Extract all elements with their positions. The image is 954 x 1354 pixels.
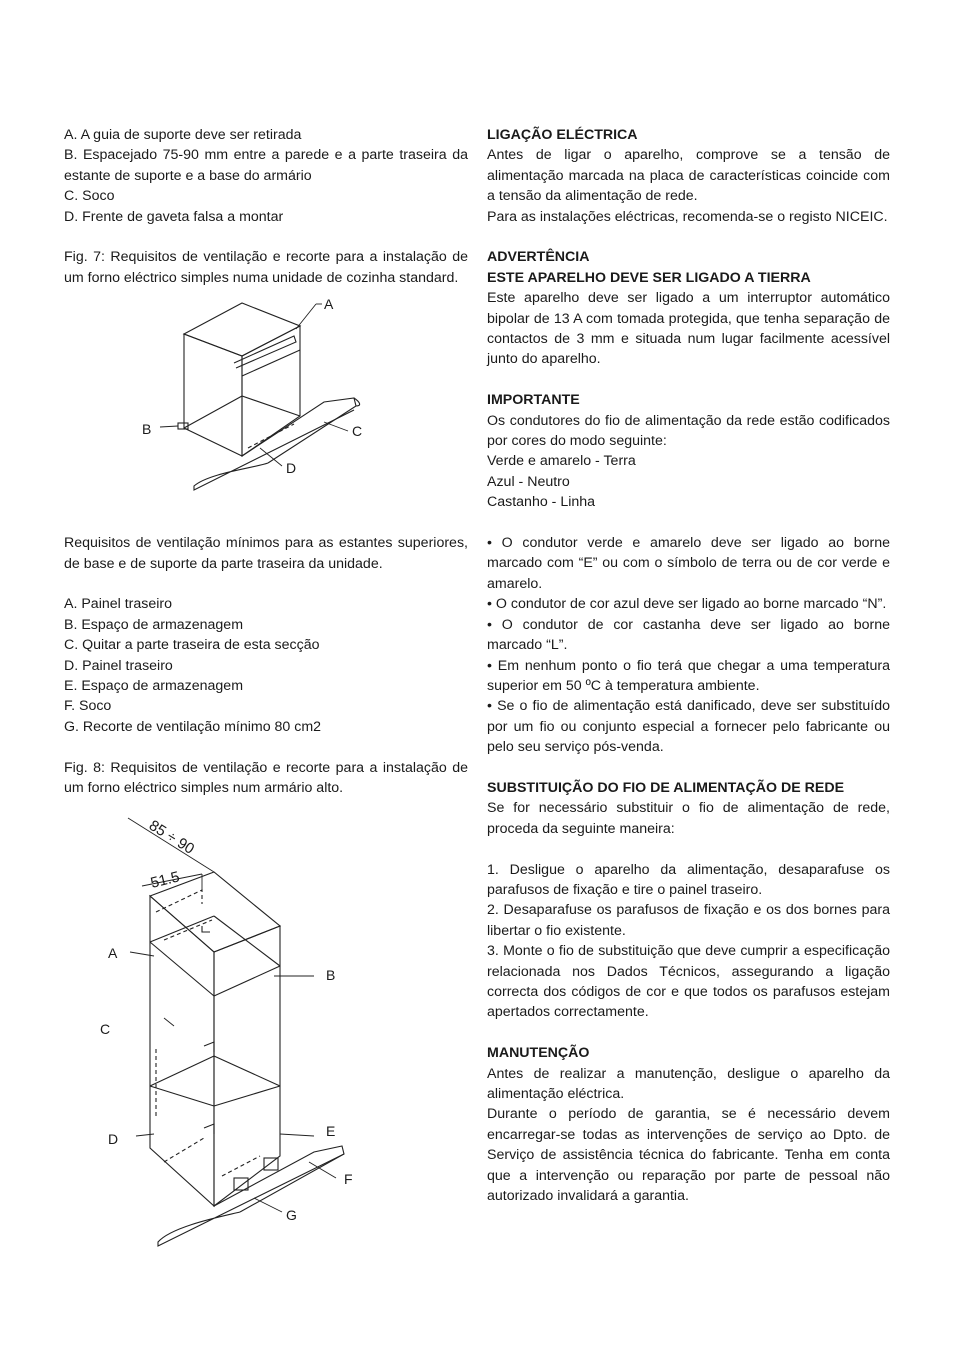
fig8-tall-cabinet-diagram (64, 816, 468, 1256)
bullet-line: • O condutor de cor castanha deve ser ligado ao borne marcado “L”. (487, 616, 890, 654)
fig7-label-a: A (324, 298, 334, 313)
fig8-label-d: D (108, 1131, 119, 1148)
list1-item-d: D. Frente de gaveta falsa a montar (64, 208, 284, 225)
fig8-label-g: G (286, 1207, 297, 1224)
vent-requirements-text: Requisitos de ventilação mínimos para as estantes superiores, de base e de suporte da parte traseira da unidade. (64, 535, 468, 572)
bullet-damaged-cable: • Se o fio de alimentação está danificado, deve ser substituído por um fio ou conjunto especial a fornecer pelo fabricante ou pelo seu serviço pós-venda. (487, 698, 890, 756)
step-3: 3. Monte o fio de substituição que deve cumprir a especificação relacionada nos Dados Técnicos, assegurando a ligação correcta dos códigos de cor e que todos os parafusos estejam apertados correctamente. (487, 943, 890, 1021)
substituicao-paragraph: Se for necessário substituir o fio de alimentação de rede, proceda da seguinte maneira: (487, 800, 890, 837)
list2-item-a: A. Painel traseiro (64, 596, 173, 613)
manutencao-paragraph-1: Antes de realizar a manutenção, desligue o aparelho da alimentação eléctrica. (487, 1065, 890, 1102)
fig7-caption: Fig. 7: Requisitos de ventilação e recorte para a instalação de um forno eléctrico simples numa unidade de cozinha standard. (64, 249, 468, 286)
list2-item-f: F. Soco (64, 698, 112, 715)
color-code-neutral: Azul - Neutro (487, 473, 570, 490)
fig8-label-f: F (344, 1171, 353, 1188)
fig8-label-c: C (100, 1021, 111, 1038)
color-code-earth: Verde e amarelo - Terra (487, 453, 636, 470)
fig7-label-d: D (286, 460, 297, 477)
fig7-cabinet-diagram (64, 298, 468, 533)
list2-item-c: C. Quitar a parte traseira de esta secção (64, 637, 320, 654)
list2-item-g: G. Recorte de ventilação mínimo 80 cm2 (64, 718, 322, 735)
bullet-neutral: • O condutor de cor azul deve ser ligado ao borne marcado “N”. (487, 596, 887, 613)
ligacao-heading: LIGAÇÃO ELÉCTRICA (487, 127, 638, 143)
bullet-earth: • O condutor verde e amarelo deve ser ligado ao borne marcado com “E” ou com o símbolo de terra ou de cor verde e amarelo. (487, 535, 890, 592)
advertencia-subheading: ESTE APARELHO DEVE SER LIGADO A TIERRA (487, 269, 811, 286)
fig8-label-e: E (326, 1123, 336, 1140)
importante-paragraph: Os condutores do fio de alimentação da rede estão codificados por cores do modo seguinte: (487, 412, 890, 450)
fig8-label-b: B (326, 967, 336, 984)
list2-item-d: D. Painel traseiro (64, 657, 173, 674)
advertencia-paragraph: Este aparelho deve ser ligado a um interruptor automático bipolar de 13 A com tomada protegida, que tenha separação de contactos de 3 mm e situada num lugar facilmente acessível junto do aparelho. (487, 290, 890, 368)
color-code-line: Castanho - Linha (487, 494, 596, 511)
fig8-dim-51-5: 51.5 (148, 868, 182, 893)
fig8-label-a: A (108, 945, 118, 962)
importante-heading: IMPORTANTE (487, 392, 580, 409)
step-2: 2. Desaparafuse os parafusos de fixação e os dos bornes para libertar o fio existente. (487, 902, 890, 939)
manutencao-paragraph-2: Durante o período de garantia, se é necessário devem encarregar-se todas as intervenções de serviço ao Dpto. de Serviço de assistência técnica do fabricante. Tenha em conta que a intervenção ou reparação por parte de pessoal não autorizado invalidará a garantia. (487, 1106, 890, 1205)
manutencao-heading: MANUTENÇÃO (487, 1045, 590, 1062)
list1-item-c: C. Soco (64, 188, 115, 205)
substituicao-heading: SUBSTITUIÇÃO DO FIO DE ALIMENTAÇÃO DE REDE (487, 779, 845, 796)
right-column (487, 125, 890, 1206)
fig8-dim-85-90: 85 ÷ 90 (145, 817, 198, 859)
list2-item-e: E. Espaço de armazenagem (64, 678, 244, 695)
advertencia-heading: ADVERTÊNCIA (487, 249, 590, 266)
list1-item-a: A. A guia de suporte deve ser retirada (64, 127, 302, 143)
list2-item-b: B. Espaço de armazenagem (64, 616, 244, 633)
ligacao-paragraph-2: Para as instalações eléctricas, recomenda-se o registo NICEIC. (487, 208, 888, 225)
list1-item-b: B. Espacejado 75-90 mm entre a parede e a parte traseira da estante de suporte e a base do armário (64, 147, 468, 184)
bullet-temperature: • Em nenhum ponto o fio terá que chegar a uma temperatura superior em 50 ºC à temperatura ambiente. (487, 657, 890, 694)
step-1: 1. Desligue o aparelho da alimentação, desaparafuse os parafusos de fixação e tire o painel traseiro. (487, 861, 890, 898)
left-column (64, 125, 468, 1256)
fig7-label-b: B (142, 421, 152, 438)
fig8-caption: Fig. 8: Requisitos de ventilação e recorte para a instalação de um forno eléctrico simples num armário alto. (64, 759, 468, 797)
fig7-label-c: C (352, 423, 363, 440)
ligacao-paragraph-1: Antes de ligar o aparelho, comprove se a tensão de alimentação marcada na placa de características coincide com a tensão da alimentação de rede. (487, 147, 890, 205)
fig7-cabinet-front (184, 334, 242, 456)
